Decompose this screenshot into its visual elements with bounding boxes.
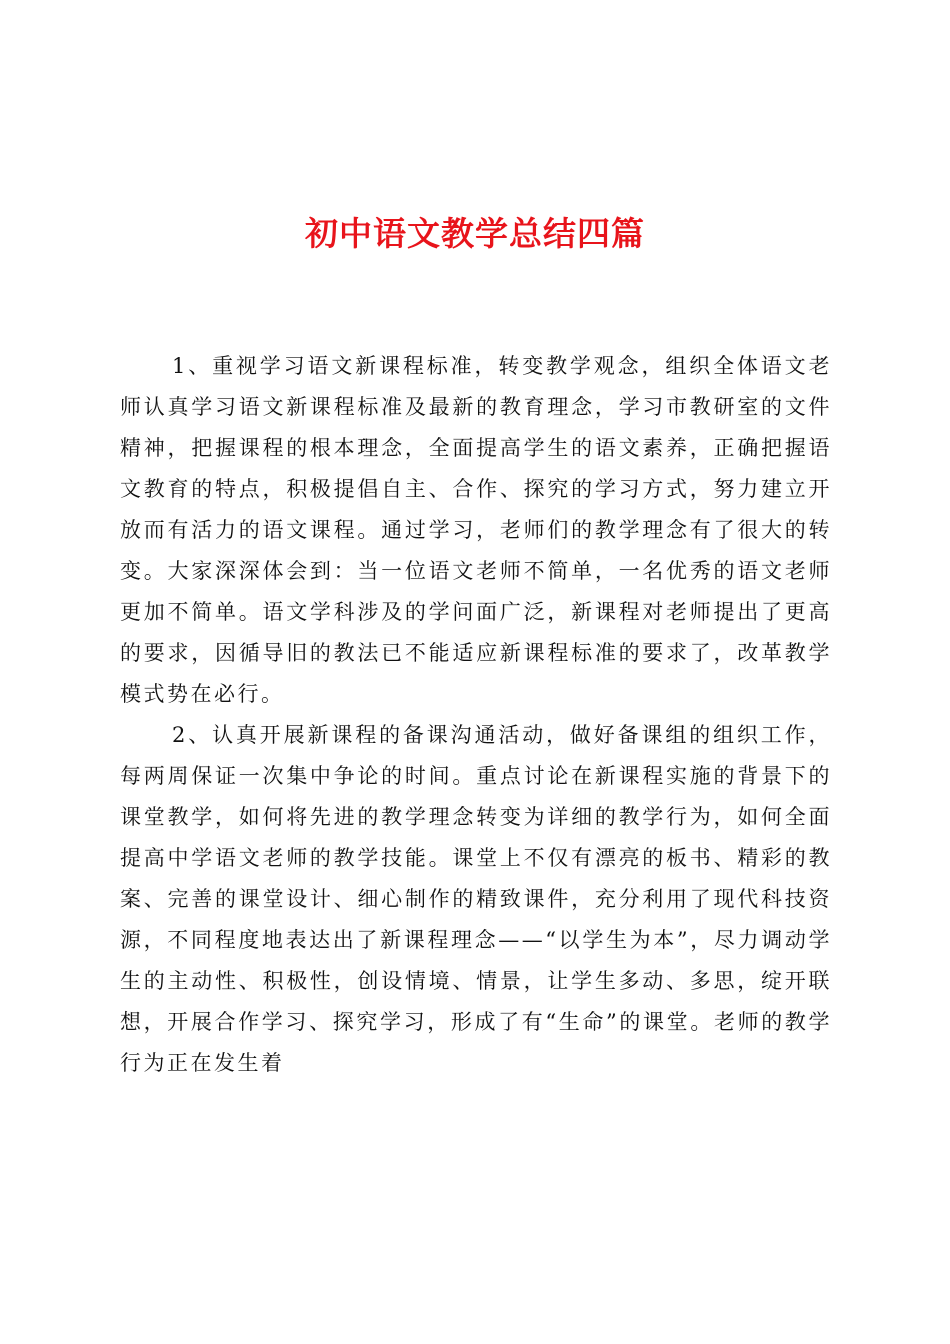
paragraph-1: 1、重视学习语文新课程标准，转变教学观念，组织全体语文老师认真学习语文新课程标准及最新的教育理念，学习市教研室的文件精神，把握课程的根本理念，全面提高学生的语文素养，正确把握语文教育的特点，积极提倡自主、合作、探究的学习方式，努力建立开放而有活力的语文课程。通过学习，老师们的教学理念有了很大的转变。大家深深体会到：当一位语文老师不简单，一名优秀的语文老师更加不简单。语文学科涉及的学问面广泛，新课程对老师提出了更高的要求，因循导旧的教法已不能适应新课程标准的要求了，改革教学模式势在必行。 <box>120 354 832 706</box>
document-title: 初中语文教学总结四篇 <box>305 214 645 253</box>
document-body <box>120 346 832 1084</box>
paragraph-2: 2、认真开展新课程的备课沟通活动，做好备课组的组织工作，每两周保证一次集中争论的时间。重点讨论在新课程实施的背景下的课堂教学，如何将先进的教学理念转变为详细的教学行为，如何全面提高中学语文老师的教学技能。课堂上不仅有漂亮的板书、精彩的教案、完善的课堂设计、细心制作的精致课件，充分利用了现代科技资源，不同程度地表达出了新课程理念——“以学生为本”，尽力调动学生的主动性、积极性，创设情境、情景，让学生多动、多思，绽开联想，开展合作学习、探究学习，形成了有“生命”的课堂。老师的教学行为正在发生着 <box>120 723 832 1075</box>
